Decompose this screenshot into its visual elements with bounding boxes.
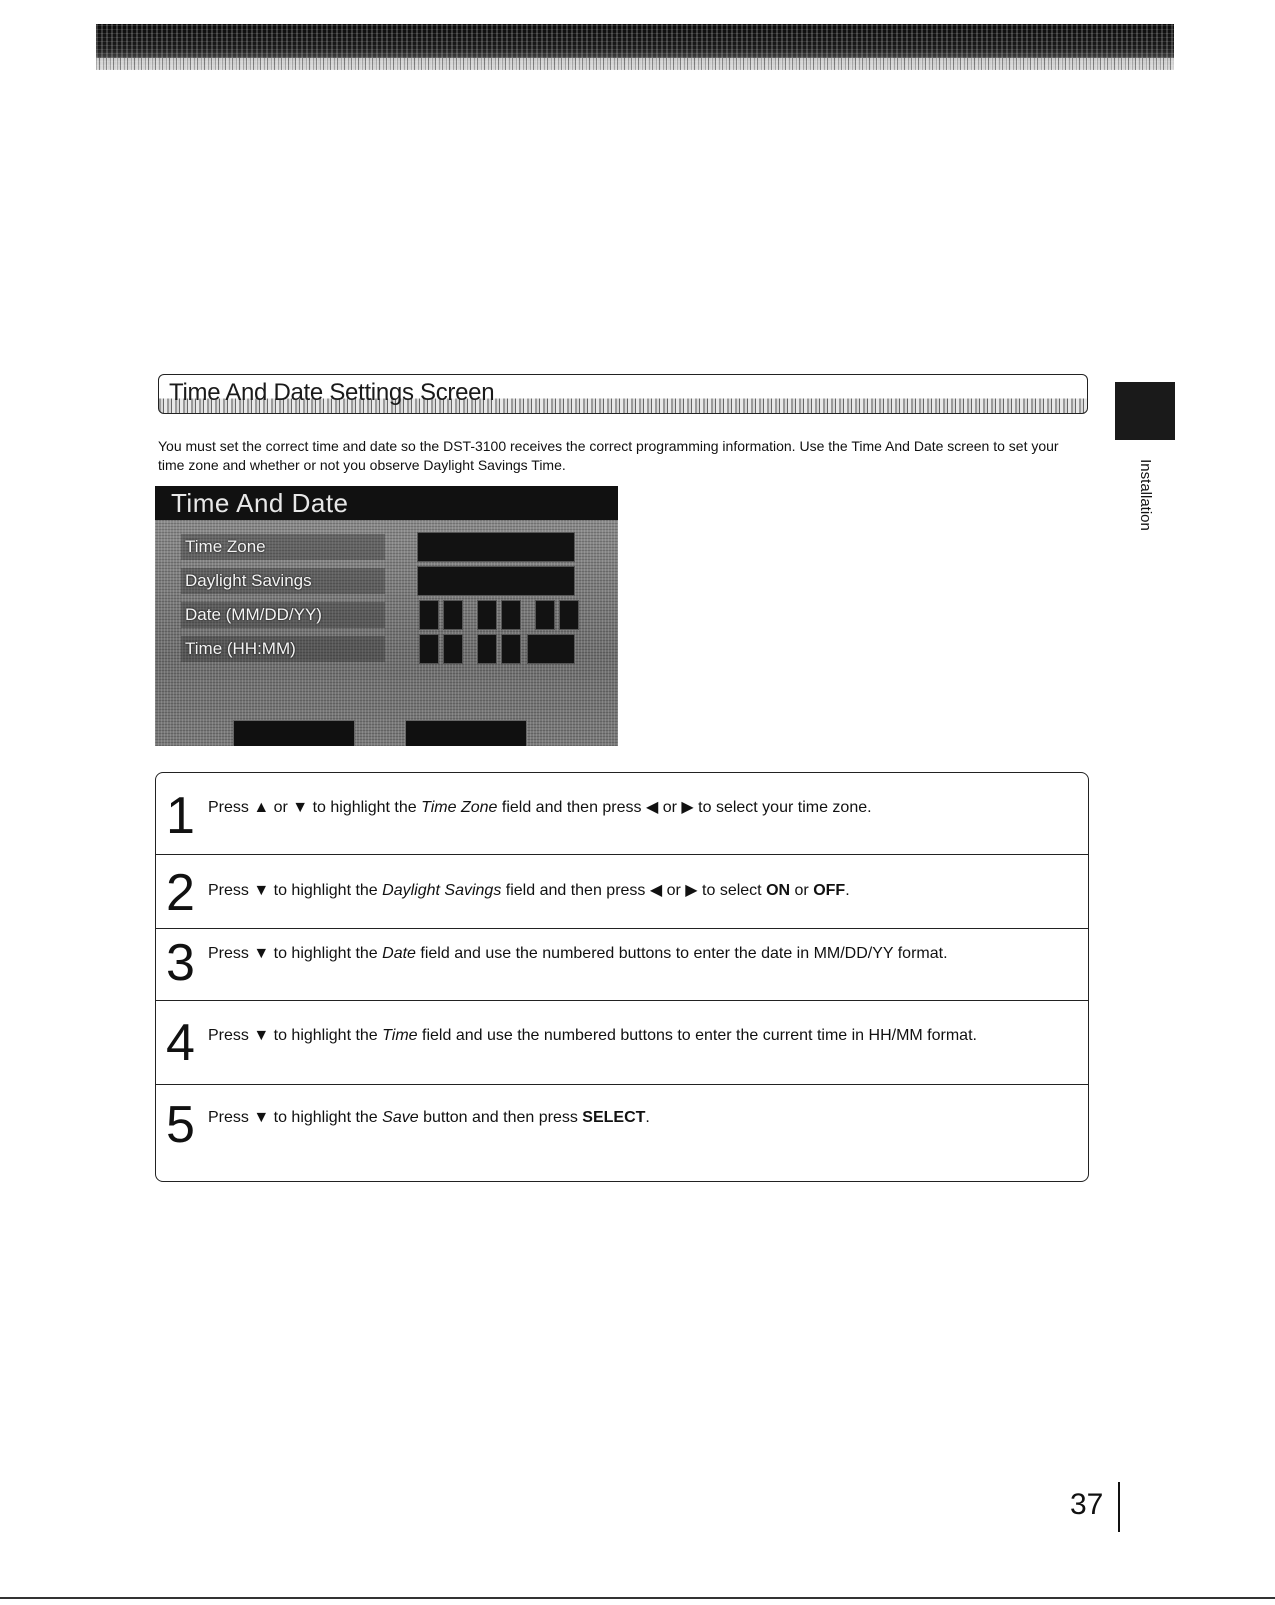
date-digit-box [559, 600, 579, 630]
step-number: 5 [166, 1096, 195, 1154]
screen-title-bar [155, 486, 618, 520]
steps-panel [155, 772, 1089, 1182]
time-and-date-screen-image [155, 486, 618, 746]
intro-paragraph: You must set the correct time and date so the DST-3100 receives the correct programming information. Use the Time And Date screen to set your time zone and whether or not you observe Daylight Savings Time. [158, 438, 1059, 473]
screen-save-button [233, 720, 355, 746]
time-digit-box [443, 634, 463, 664]
step-2 [156, 855, 1088, 929]
step-3 [156, 929, 1088, 1001]
screen-row-date: Date (MM/DD/YY) [181, 602, 385, 628]
section-title: Time And Date Settings Screen [169, 379, 495, 406]
screen-row-time-zone: Time Zone [181, 534, 385, 560]
step-text: Press ▲ or ▼ to highlight the Time Zone field and then press ◀ or ▶ to select your time zone. [208, 799, 872, 816]
date-digit-box [535, 600, 555, 630]
step-5 [156, 1085, 1088, 1182]
step-number: 2 [166, 864, 195, 922]
step-number: 3 [166, 934, 195, 992]
step-number: 1 [166, 787, 195, 845]
step-1 [156, 773, 1088, 855]
time-digit-box [477, 634, 497, 664]
bottom-rule [0, 1597, 1275, 1599]
screen-row-daylight-savings: Daylight Savings [181, 568, 385, 594]
date-digit-box [501, 600, 521, 630]
step-text: Press ▼ to highlight the Time field and use the numbered buttons to enter the current time in HH/MM format. [208, 1027, 977, 1044]
step-text: Press ▼ to highlight the Date field and use the numbered buttons to enter the date in MM/DD/YY format. [208, 945, 948, 962]
top-banner [96, 24, 1174, 70]
date-digit-box [477, 600, 497, 630]
am-pm-box [527, 634, 575, 664]
step-number: 4 [166, 1014, 195, 1072]
time-digit-box [419, 634, 439, 664]
step-4 [156, 1001, 1088, 1085]
side-tab-marker [1115, 382, 1175, 440]
screen-row-time: Time (HH:MM) [181, 636, 385, 662]
step-text: Press ▼ to highlight the Daylight Savings field and then press ◀ or ▶ to select ON or OFF. [208, 882, 850, 899]
page-number: 37 [1070, 1488, 1104, 1521]
time-digit-box [501, 634, 521, 664]
section-header [158, 374, 1088, 414]
time-zone-field [417, 532, 575, 562]
page-number-rule [1118, 1482, 1120, 1532]
screen-cancel-button [405, 720, 527, 746]
date-digit-box [443, 600, 463, 630]
side-tab-label: Installation [1137, 459, 1155, 531]
date-digit-box [419, 600, 439, 630]
daylight-savings-field [417, 566, 575, 596]
screen-body [155, 520, 618, 746]
step-text: Press ▼ to highlight the Save button and then press SELECT. [208, 1109, 650, 1126]
screen-title: Time And Date [171, 488, 349, 518]
